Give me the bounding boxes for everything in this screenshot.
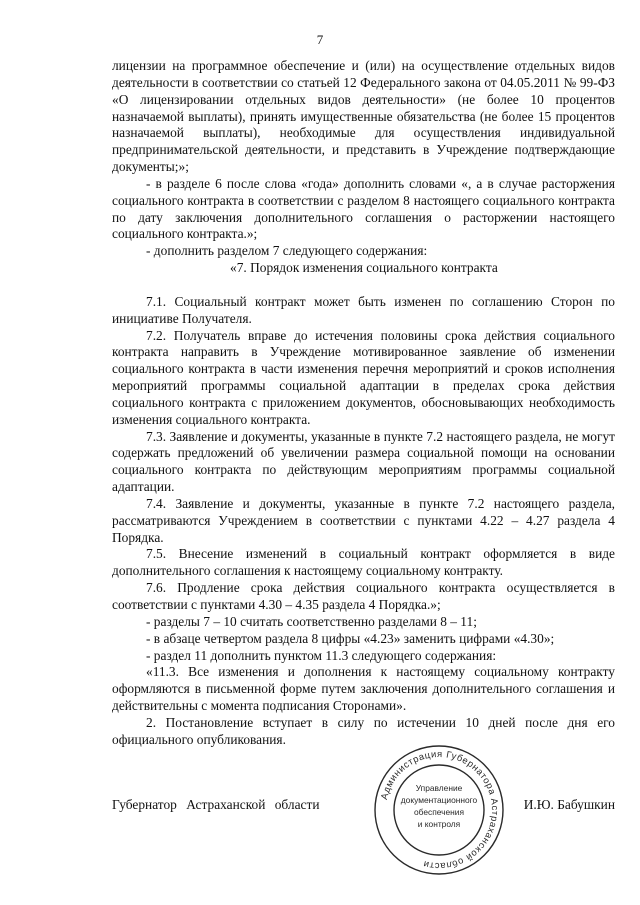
stamp-inner-line: Управление — [415, 783, 463, 793]
paragraph: 7.1. Социальный контракт может быть изменен по соглашению Сторон по инициативе Получателя. — [112, 293, 615, 326]
signatory-name: И.Ю. Бабушкин — [523, 797, 615, 812]
signatory-position: Губернатор Астраханской области — [112, 797, 320, 812]
paragraph: - в абзаце четвертом раздела 8 цифры «4.23» заменить цифрами «4.30»; — [146, 630, 555, 646]
stamp-ring-textpath: Администрация Губернатора Астраханской области — [378, 747, 502, 873]
paragraph: - раздел 11 дополнить пунктом 11.3 следующего содержания: — [146, 647, 497, 663]
stamp-inner-line: обеспечения — [414, 807, 464, 817]
signature-block — [112, 797, 615, 817]
paragraph: - в разделе 6 после слова «года» дополнить словами «, а в случае расторжения социального контракта в соответствии с разделом 8 настоящего социального контракта по дату заключения дополнительного соглашения о расторжении настоящего социального контракта.»; — [112, 175, 615, 242]
paragraph: 7.2. Получатель вправе до истечения половины срока действия социального контракта направить в Учреждение мотивированное заявление об изменении социального контракта в части изменения перечня мероприятий и сроков исполнения мероприятий программы социальной адаптации в пределах срока действия социального контракта с приложением документов, обосновывающих необходимость изменения социального контракта. — [112, 327, 615, 427]
paragraph: 7.4. Заявление и документы, указанные в пункте 7.2 настоящего раздела, рассматриваются Учреждением в соответствии с пунктами 4.22 – 4.27 раздела 4 Порядка. — [112, 495, 615, 545]
paragraph: 7.5. Внесение изменений в социальный контракт оформляется в виде дополнительного соглашения к настоящему социальному контракту. — [112, 546, 615, 579]
paragraph: - дополнить разделом 7 следующего содержания: — [146, 243, 428, 259]
paragraph: «11.3. Все изменения и дополнения к настоящему социальному контракту оформляются в письменной форме путем заключения дополнительного соглашения и действительны с момента подписания Сторонами». — [112, 664, 615, 714]
page-number: 7 — [316, 32, 324, 47]
paragraph: 7.6. Продление срока действия социального контракта осуществляется в соответствии с пунктами 4.30 – 4.35 раздела 4 Порядка.»; — [112, 580, 615, 612]
paragraph: - разделы 7 – 10 считать соответственно разделами 8 – 11; — [146, 613, 477, 629]
paragraph: 7.3. Заявление и документы, указанные в пункте 7.2 настоящего раздела, не могут содержать предложений об увеличении размера социальной помощи на основании социального контракта по действующим мероприятиям программы социальной адаптации. — [112, 428, 615, 495]
document-body — [112, 58, 615, 749]
official-stamp — [372, 743, 506, 877]
section-heading: «7. Порядок изменения социального контракта — [230, 260, 498, 276]
stamp-inner-line: документационного — [400, 795, 478, 805]
stamp-inner-line: и контроля — [417, 819, 461, 829]
paragraph: лицензии на программное обеспечение и (или) на осуществление отдельных видов деятельности в соответствии со статьей 12 Федерального закона от 04.05.2011 № 99-ФЗ «О лицензировании отдельных видов деятельности» (не более 10 процентов назначаемой выплаты), принять имущественные обязательства (не более 15 процентов назначаемой выплаты), необходимые для осуществления индивидуальной предпринимательской деятельности, и представить в Учреждение подтверждающие документы;»; — [112, 58, 615, 175]
paragraph: 2. Постановление вступает в силу по истечении 10 дней после дня его официального опубликования. — [112, 714, 615, 747]
